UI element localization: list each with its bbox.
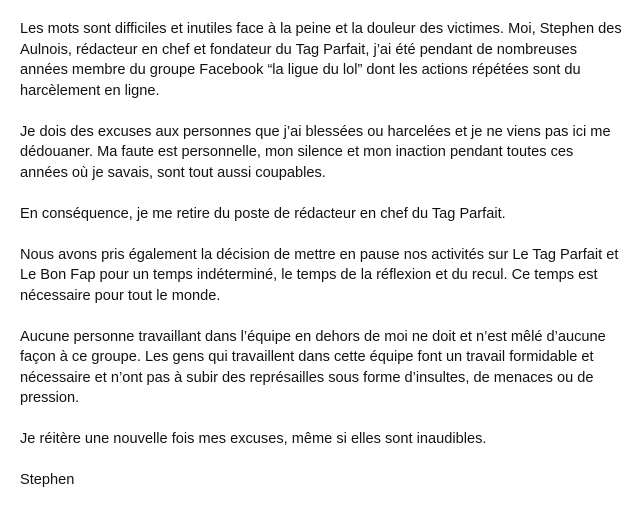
paragraph-team: Aucune personne travaillant dans l’équipe en dehors de moi ne doit et n’est mêlé d’aucune façon à ce groupe. Les gens qui travaillent dans cette équipe font un travail formidable et nécessaire et n’ont pas à subir des représailles sous forme d’insultes, de menaces ou de pression. [20, 328, 606, 406]
paragraph-pause: Nous avons pris également la décision de mettre en pause nos activités sur Le Tag Parfait et Le Bon Fap pour un temps indéterminé, le temps de la réflexion et du recul. Ce temps est nécessaire pour tout le monde. [20, 246, 619, 304]
paragraph-resignation: En conséquence, je me retire du poste de rédacteur en chef du Tag Parfait. [20, 205, 506, 222]
signature: Stephen [20, 472, 75, 488]
paragraph-closing: Je réitère une nouvelle fois mes excuses, même si elles sont inaudibles. [20, 431, 487, 447]
paragraph-apology: Je dois des excuses aux personnes que j’ai blessées ou harcelées et je ne viens pas ici me dédouaner. Ma faute est personnelle, mon silence et mon inaction pendant toutes ces années où je savais, sont tout aussi coupables. [20, 123, 611, 181]
paragraph-intro: Les mots sont difficiles et inutiles face à la peine et la douleur des victimes. Moi, Stephen des Aulnois, rédacteur en chef et fondateur du Tag Parfait, j’ai été pendant de nombreuses années membre du groupe Facebook “la ligue du lol” dont les actions répétées sont du harcèlement en ligne. [20, 21, 622, 99]
